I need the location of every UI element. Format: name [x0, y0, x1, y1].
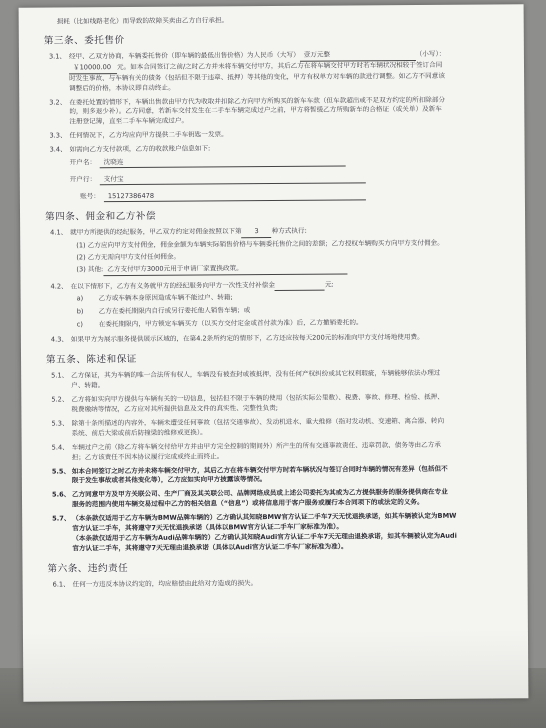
clause-text: 如需向乙方支付款项，乙方的收款账户信息如下: — [69, 144, 211, 154]
item-a-label: a) — [76, 294, 84, 303]
item-a-text: 乙方或车辆本身原因造成车辆不能过户、转籍; — [98, 292, 233, 302]
clause-text: 车辆过户之前（除乙方将车辆交付给甲方并由甲方完全控制的期间外）所产生的所有交通事故责任、违章罚款、债务等由乙方承 — [71, 440, 441, 452]
clause-number: 3.3、 — [49, 131, 67, 140]
clause-text: 乙方同意甲方及甲方关联公司、生产厂商及其关联公司、品牌网络成员或上述公司委托为其或为乙方提供服务的服务提供商在专业 — [71, 488, 448, 499]
clause-number: 3.4、 — [49, 145, 67, 154]
clause-text: 限于发生事故或者其他变化等），乙方应如实向甲方披露该等情况。 — [71, 475, 267, 485]
clause-text: 服务的范围内使用车辆交易过程中乙方的相关信息（“信息”）或将信息用于客户服务或履行本合同项下的或法定的义务。 — [72, 498, 424, 509]
commission-option-3 — [70, 262, 505, 276]
clause-5-4 — [52, 440, 507, 463]
clause-3-1 — [49, 49, 504, 94]
price-in-figures: ￥10000.00 — [69, 63, 117, 74]
clause-text: 担；乙方该责任不因本协议履行完成或终止而终止。 — [71, 452, 224, 462]
account-number-row — [70, 186, 505, 202]
clause-number: 4.1、 — [50, 228, 68, 237]
clause-text: 经甲、乙双方协商，车辆委托售价（即车辆的最低出售价格）为人民币（大写） — [68, 50, 300, 61]
contract-page — [19, 4, 529, 702]
clause-3-4 — [50, 143, 505, 203]
account-number-value: 15127386478 — [104, 189, 366, 202]
clause-4-1 — [50, 225, 505, 276]
clause-number: 3.2、 — [49, 97, 67, 107]
clause-number: 5.3、 — [51, 419, 69, 428]
clause-text: 调整后的价格，本协议即自动终止。 — [69, 83, 175, 93]
item-b-text: 乙方在委托期限内自行或另行委托他人销售车辆；或 — [98, 305, 251, 315]
clause-text: 任何一方违反本协议约定的，均应赔偿由此给对方造成的损失。 — [72, 578, 258, 589]
bank-row — [70, 169, 505, 185]
clause-text: 注册登记簿，直至二手车车辆完成过户。 — [69, 116, 189, 126]
bank-value: 支付宝 — [100, 172, 366, 185]
clause-text: 如本合同签订之时乙方并未将车辆交付甲方，其后乙方在将车辆交付甲方时若车辆状况与签订合同时车辆的情况有差异（包括但不 — [71, 464, 448, 475]
item-c-label: c) — [76, 319, 84, 328]
clause-number: 5.7、 — [52, 514, 71, 523]
carryover-line: 损耗（比如线路老化）而导致的故障买卖由乙方自行承担。 — [56, 16, 229, 26]
clause-text: 乙方将如实向甲方提供与车辆有关的一切信息，包括但不限于车辆的使用（包括实际公里数）、税费、事故、修理、检验、抵押、 — [71, 392, 444, 404]
clause-5-3 — [51, 416, 506, 439]
clause-text: 元: — [324, 280, 334, 289]
clause-text: 的，则多退少补）。乙方同意，若新车交付发生在二手车车辆完成过户之前，甲方将暂缓乙方所购新车的合格证（或关单）及新车 — [69, 105, 442, 116]
account-number-label: 账号： — [80, 192, 100, 201]
section-4-title: 第四条、佣金和乙方补偿 — [45, 210, 157, 223]
clause-5-6 — [52, 488, 507, 511]
clause-text: 税费缴纳等情况，乙方应对其所提供信息及文件的真实性、完整性负责; — [71, 404, 279, 414]
clause-6-1 — [53, 577, 508, 590]
commission-option-1: (1) 乙方应向甲方支付佣金，佣金金额为车辆实际销售价格与车辆委托售价之间的差额；乙方授权车辆购买方向甲方支付佣金。 — [76, 238, 444, 250]
clause-number: 5.1、 — [51, 371, 69, 380]
clause-number: 5.4、 — [51, 443, 69, 452]
section-3-title: 第三条、委托售价 — [43, 34, 125, 47]
clause-text: 种方式执行: — [271, 226, 307, 236]
clause-text: 系统、前后大梁或前后防撞梁的维修或更换）。 — [71, 428, 207, 438]
clause-text: 在委托处置的情形下，车辆出售款由甲方代为收取并扣除乙方向甲方所购买的新车车款（但车款超出或不足双方约定的所扣除部分 — [69, 95, 446, 106]
clause-text: （本条款仅适用于乙方车辆为BMW品牌车辆的）乙方确认其知晓BMW官方认证二手车7天无忧退换承诺，如其车辆被认定为BMW — [72, 511, 457, 523]
clause-text: （本条款仅适用于乙方车辆为Audi品牌车辆的）乙方确认其知晓Audi官方认证二手车7天无理由退换承诺，如其车辆被认定为Audi — [72, 531, 457, 543]
clause-text: 就甲方所提供的经纪服务，甲乙双方约定对佣金按照以下第 — [70, 227, 242, 237]
clause-text: 在以下情形下，乙方有义务就甲方的经纪服务向甲方一次性支付补偿金 — [70, 280, 275, 291]
paper-shadow — [23, 628, 528, 702]
clause-number: 5.6、 — [51, 490, 71, 499]
clause-text: 任何情况下，乙方均应向甲方提供二手车钥匙一发票。 — [69, 130, 228, 140]
section-5-title: 第五条、陈述和保证 — [46, 354, 137, 366]
account-holder-label: 开户名： — [69, 158, 97, 167]
bank-label: 开户行： — [69, 175, 97, 184]
clause-5-5 — [52, 464, 507, 487]
clause-text: 乙方保证，其为车辆的唯一合法所有权人，车辆没有被查封或被抵押，没有任何产权纠纷或其它权利瑕疵，车辆能够依法办理过 — [71, 369, 441, 380]
clause-3-2 — [49, 95, 504, 128]
clause-5-2 — [51, 393, 506, 416]
document-body — [43, 14, 508, 594]
price-in-words: 壹万元整 — [300, 50, 382, 61]
clause-number: 4.2、 — [50, 282, 68, 291]
clause-number: 4.3、 — [50, 335, 69, 344]
clause-4-3 — [51, 333, 506, 346]
clause-number: 5.5、 — [51, 466, 71, 476]
clause-text: 户、转籍。 — [71, 381, 105, 390]
commission-option-choice: 3 — [242, 227, 272, 238]
clause-4-2 — [51, 279, 506, 330]
option-3-label: (3) 其他: — [76, 264, 104, 274]
clause-number: 3.1、 — [48, 52, 67, 61]
clause-text: 时发生事故、与车辆有关的债务（包括但不限于违章、抵押）等其他的变化，甲方有权单方对车辆的款进行调整。如乙方不同意该 — [69, 71, 445, 83]
clause-text: 如果甲方为展示服务提供展示区域的，在第4.2条所约定的情形下，乙方还应按每天200元的标准向甲方支付场地使用费。 — [70, 333, 424, 344]
clause-number: 5.2、 — [51, 395, 69, 404]
account-holder-value: 沈晓连 — [100, 156, 346, 169]
clause-5-1 — [51, 369, 506, 392]
clause-text: 元。如本合同签订之前/之时乙方并未将车辆交付甲方，其后乙方在将车辆交付甲方时若车辆状况相较于签订合同 — [116, 60, 443, 71]
option-3-value: 乙方支付甲方3000元用于申请厂家置换政策。 — [103, 263, 347, 276]
item-c-text: 在委托期限内，甲方锁定车辆买方（以买方交付定金或首付款为准）后，乙方撤销委托的。 — [98, 317, 363, 328]
commission-option-2: (2) 乙方无需向甲方支付任何佣金。 — [76, 252, 181, 262]
clause-3-3 — [49, 129, 504, 142]
clause-text: 官方认证二手车，其将遵守7天无理由退换承诺（具体以Audi官方认证二手车厂家标准为准）。 — [72, 542, 348, 553]
clause-5-7 — [52, 512, 507, 555]
clause-text: 官方认证二手车，其将遵守7天无忧退换承诺（具体以BMW官方认证二手车厂家标准为准）。 — [72, 522, 343, 533]
price-label-lower: （小写）： — [415, 49, 446, 58]
clause-text: 除第十条所描述的内容外，车辆未遭受任何事故（包括交通事故）、发动机进水、重大维修（指对发动机、变速箱、离合器、转向 — [71, 416, 445, 428]
section-6-title: 第六条、违约责任 — [47, 562, 129, 575]
item-b-label: b) — [76, 306, 84, 315]
clause-number: 6.1、 — [52, 580, 70, 589]
